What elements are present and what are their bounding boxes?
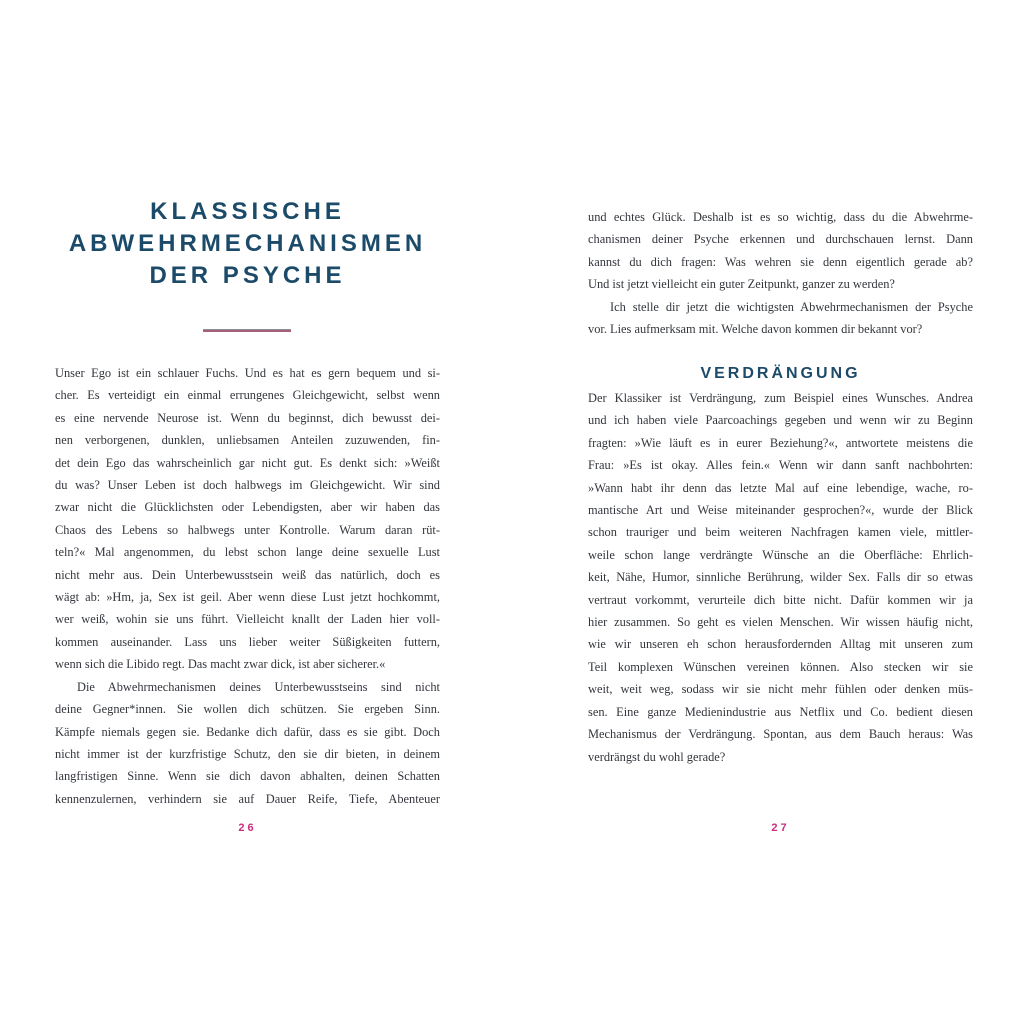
text-line: vor. Lies aufmerksam mit. Welche davon kommen dir bekannt vor? <box>588 322 923 337</box>
text-line: Die Abwehrmechanismen deines Unterbewusstseins sind nicht <box>77 679 440 694</box>
text-line: deine Gegner*innen. Sie wollen dich schützen. Sie ergeben Sinn. <box>55 702 440 717</box>
text-line: es eine nervende Neurose ist. Wenn du beginnst, dich bewusst dei- <box>55 410 440 425</box>
text-line: »Wann habt ihr denn das letzte Mal auf eine lebendige, wache, ro- <box>588 480 973 495</box>
page-right <box>588 0 973 1024</box>
text-line: nen verborgenen, dunklen, unliebsamen Anteilen zuzuwenden, fin- <box>55 433 440 448</box>
text-line: kommen auseinander. Lass uns lieber weiter Süßigkeiten futtern, <box>55 634 440 649</box>
text-line: teln?« Mal angenommen, du lebst schon lange deine sexuelle Lust <box>55 545 440 560</box>
text-line: mantische Art und Weise miteinander gesprochen?«, wurde der Blick <box>588 503 973 518</box>
paragraph <box>588 296 973 341</box>
left-body-text <box>55 362 440 810</box>
text-line: KLASSISCHE <box>150 198 345 225</box>
text-line: Unser Ego ist ein schlauer Fuchs. Und es hat es gern bequem und si- <box>55 366 440 380</box>
text-line: wägt ab: »Hm, ja, Sex ist geil. Aber wenn diese Lust jetzt hochkommt, <box>55 590 440 605</box>
text-line: Teil komplexen Wünschen vereinen können. Also stecken wir sie <box>588 659 973 674</box>
text-line: vertraut vorkommt, verurteile dich bitte nicht. Dafür kommen wir ja <box>588 592 973 607</box>
text-line: kennenzulernen, verhindern sie auf Dauer Reife, Tiefe, Abenteuer <box>55 791 440 806</box>
text-line: sen. Eine ganze Medienindustrie aus Netflix und Co. bedient diesen <box>588 704 973 719</box>
text-line: du was? Unser Leben ist doch halbwegs im Gleichgewicht. Wir sind <box>55 478 440 493</box>
text-line: weile schon lange verdrängte Wünsche an die Oberfläche: Ehrlich- <box>588 547 973 562</box>
page-left <box>55 0 440 1024</box>
text-line: Kämpfe niemals gegen sie. Bedanke dich dafür, dass es sie gibt. Doch <box>55 724 440 739</box>
text-line: kannst du dich fragen: Was wehren sie denn eigentlich gerade ab? <box>588 254 973 269</box>
page-number-right: 27 <box>771 822 790 834</box>
text-line: det dein Ego das wahrscheinlich gar nicht gut. Es denkt sich: »Weißt <box>55 455 440 470</box>
text-line: nicht immer ist der kurzfristige Schutz, den sie dir bieten, in deinem <box>55 746 440 761</box>
text-line: chanismen deiner Psyche erkennen und durchschauen lernst. Dann <box>588 232 973 247</box>
text-line: wie wir unseren eh schon herausfordernden Alltag mit unseren zum <box>588 637 973 652</box>
text-line: Mechanismus der Verdrängung. Spontan, aus dem Bauch heraus: Was <box>588 727 973 742</box>
right-body-text-top <box>588 206 973 340</box>
chapter-title <box>55 196 440 292</box>
text-line: Ich stelle dir jetzt die wichtigsten Abwehrmechanismen der Psyche <box>610 299 973 314</box>
text-line: schon trauriger und beim weiteren Nachfragen kamen viele, mittler- <box>588 525 973 540</box>
text-line: weit, weit weg, sodass wir sie nicht mehr fühlen oder denken müs- <box>588 682 973 697</box>
text-line: fragten: »Wie läuft es in eurer Beziehung?«, antwortete meistens die <box>588 435 973 450</box>
text-line: und ich haben viele Paarcoachings gegeben und wenn wir zu Beginn <box>588 413 973 428</box>
text-line: DER PSYCHE <box>149 262 346 289</box>
page-number-left: 26 <box>238 822 257 834</box>
text-line: und echtes Glück. Deshalb ist es so wichtig, dass du die Abwehrme- <box>588 210 973 224</box>
text-line: zwar nicht die Glücklichsten oder Lebendigsten, aber wir haben das <box>55 500 440 515</box>
text-line: langfristigen Sinne. Wenn sie dich davon abhalten, deinen Schatten <box>55 769 440 784</box>
paragraph <box>55 676 440 810</box>
paragraph <box>588 206 973 296</box>
text-line: ABWEHRMECHANISMEN <box>68 230 427 257</box>
text-line: wenn sich die Libido regt. Das macht zwar dick, ist aber sicherer.« <box>55 657 386 672</box>
text-line: Der Klassiker ist Verdrängung, zum Beispiel eines Wunsches. Andrea <box>588 391 973 405</box>
text-line: wer weiß, wohin sie uns führt. Vielleicht knallt der Laden hier voll- <box>55 612 440 627</box>
section-heading-verdraengung: VERDRÄNGUNG <box>700 365 861 382</box>
text-line: cher. Es verteidigt ein einmal errungenes Gleichgewicht, selbst wenn <box>55 388 440 403</box>
text-line: keit, Nähe, Humor, sinnliche Berührung, wilder Sex. Falls dir so etwas <box>588 570 973 585</box>
text-line: Frau: »Es ist okay. Alles fein.« Wenn wir dann sanft nachbohrten: <box>588 458 973 473</box>
text-line: Und ist jetzt vielleicht ein guter Zeitpunkt, ganzer zu werden? <box>588 277 895 292</box>
paragraph <box>588 387 973 768</box>
right-body-text-section <box>588 387 973 768</box>
text-line: Chaos des Lebens so halbwegs unter Kontrolle. Warum daran rüt- <box>55 522 440 537</box>
text-line: hier zusammen. So geht es vielen Menschen. Wir wissen häufig nicht, <box>588 615 973 630</box>
text-line: nicht mehr aus. Dein Unterbewusstsein weiß das natürlich, doch es <box>55 567 440 582</box>
title-divider <box>203 329 291 332</box>
paragraph <box>55 362 440 676</box>
text-line: verdrängst du wohl gerade? <box>588 749 726 764</box>
